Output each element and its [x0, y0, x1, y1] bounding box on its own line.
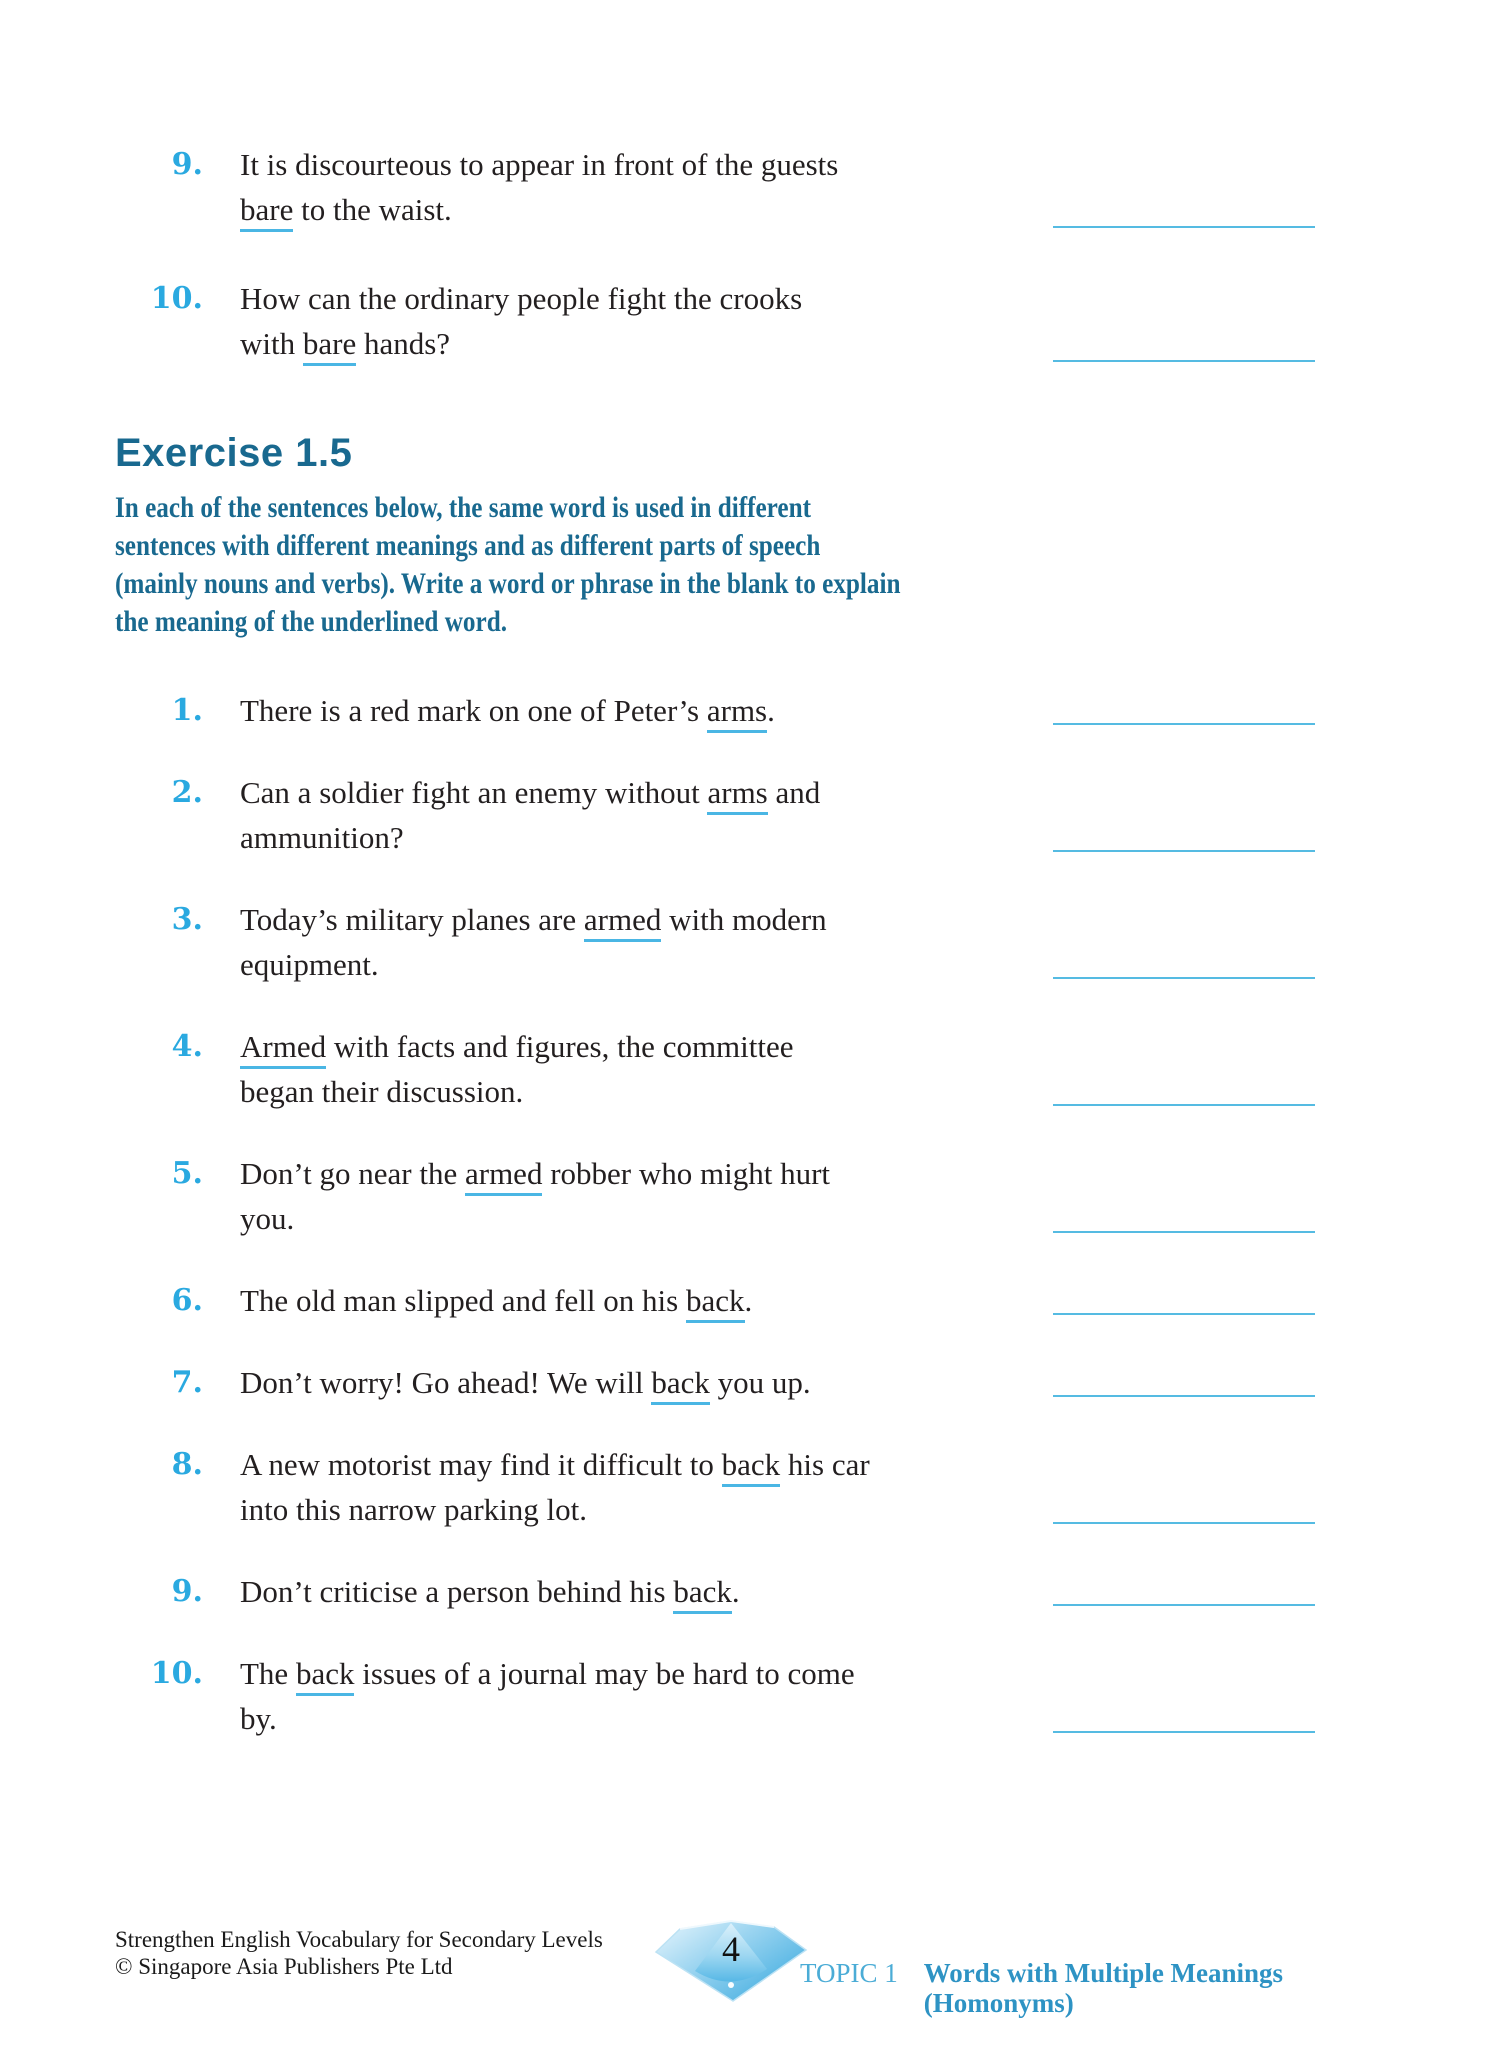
- instruction-line: the meaning of the underlined word.: [115, 605, 508, 638]
- item-number: 1.: [171, 693, 203, 728]
- item-sentence: Don’t criticise a person behind his back.: [240, 1569, 1315, 1614]
- page-number-diamond-icon: [653, 1919, 809, 2003]
- instruction-line: sentences with different meanings and as different parts of speech: [115, 529, 821, 562]
- underlined-word: arms: [707, 693, 767, 733]
- underlined-word: bare: [240, 192, 293, 232]
- exercise-item: [115, 897, 1315, 987]
- item-number: 10.: [150, 1656, 203, 1691]
- page-number: 4: [722, 1929, 740, 1969]
- answer-blank-line: [1053, 723, 1315, 725]
- underlined-word: back: [651, 1365, 710, 1405]
- exercise-instructions: [115, 489, 901, 641]
- exercise-item: [115, 1278, 1315, 1323]
- underlined-word: arms: [707, 775, 767, 815]
- item-sentence: Can a soldier fight an enemy without arms and ammunition?: [240, 775, 821, 855]
- footer-topic: [800, 1958, 1283, 2018]
- answer-blank-line: [1053, 1604, 1315, 1606]
- answer-blank-line: [1053, 1522, 1315, 1524]
- answer-blank-line: [1053, 360, 1315, 362]
- item-sentence: There is a red mark on one of Peter’s arms.: [240, 688, 1315, 733]
- copyright: © Singapore Asia Publishers Pte Ltd: [115, 1954, 453, 1979]
- topic-title-line1: Words with Multiple Meanings: [923, 1958, 1284, 1988]
- item-sentence: Don’t worry! Go ahead! We will back you up.: [240, 1360, 1315, 1405]
- underlined-word: back: [722, 1447, 781, 1487]
- exercise-item: [115, 770, 1315, 860]
- item-number: 4.: [171, 1029, 203, 1064]
- item-number: 9.: [171, 147, 203, 182]
- answer-blank-line: [1053, 850, 1315, 852]
- instruction-line: In each of the sentences below, the same word is used in different: [115, 491, 812, 524]
- exercise-item: [115, 276, 1315, 366]
- item-number: 9.: [171, 1574, 203, 1609]
- answer-blank-line: [1053, 226, 1315, 228]
- exercise-item: [115, 1651, 1315, 1741]
- underlined-word: armed: [584, 902, 661, 942]
- exercise-items: [115, 688, 1315, 1778]
- item-sentence: The old man slipped and fell on his back.: [240, 1278, 1315, 1323]
- item-number: 6.: [171, 1283, 203, 1318]
- item-number: 8.: [171, 1447, 203, 1482]
- item-sentence: Today’s military planes are armed with modern equipment.: [240, 902, 827, 982]
- instruction-line: (mainly nouns and verbs). Write a word or phrase in the blank to explain: [115, 567, 901, 600]
- exercise-item: [115, 1569, 1315, 1614]
- underlined-word: back: [673, 1574, 732, 1614]
- answer-blank-line: [1053, 1231, 1315, 1233]
- underlined-word: Armed: [240, 1029, 326, 1069]
- exercise-item: [115, 1151, 1315, 1241]
- item-number: 5.: [171, 1156, 203, 1191]
- item-number: 7.: [171, 1365, 203, 1400]
- item-sentence: Armed with facts and figures, the committee began their discussion.: [240, 1029, 794, 1109]
- item-sentence: The back issues of a journal may be hard to come by.: [240, 1656, 855, 1736]
- underlined-word: bare: [303, 326, 356, 366]
- book-title: Strengthen English Vocabulary for Secondary Levels: [115, 1927, 603, 1952]
- underlined-word: armed: [465, 1156, 542, 1196]
- answer-blank-line: [1053, 1395, 1315, 1397]
- exercise-item: [115, 688, 1315, 733]
- exercise-title: Exercise 1.5: [115, 431, 353, 475]
- item-number: 10.: [150, 281, 203, 316]
- item-number: 3.: [171, 902, 203, 937]
- item-sentence: A new motorist may find it difficult to back his car into this narrow parking lot.: [240, 1447, 870, 1527]
- exercise-item: [115, 1442, 1315, 1532]
- topic-label: TOPIC 1: [800, 1958, 898, 1988]
- answer-blank-line: [1053, 1313, 1315, 1315]
- topic-title-line2: (Homonyms): [923, 1988, 1074, 2018]
- footer-imprint: [115, 1926, 603, 1980]
- item-number: 2.: [171, 775, 203, 810]
- item-sentence: It is discourteous to appear in front of the guests bare to the waist.: [240, 142, 1315, 232]
- item-sentence: Don’t go near the armed robber who might hurt you.: [240, 1156, 831, 1236]
- previous-exercise-items: [115, 142, 1315, 410]
- exercise-item: [115, 142, 1315, 232]
- answer-blank-line: [1053, 1104, 1315, 1106]
- exercise-item: [115, 1024, 1315, 1114]
- item-sentence: How can the ordinary people fight the crooks with bare hands?: [240, 276, 1315, 366]
- topic-title: [924, 1958, 1283, 2018]
- answer-blank-line: [1053, 977, 1315, 979]
- answer-blank-line: [1053, 1731, 1315, 1733]
- exercise-item: [115, 1360, 1315, 1405]
- underlined-word: back: [686, 1283, 745, 1323]
- underlined-word: back: [296, 1656, 355, 1696]
